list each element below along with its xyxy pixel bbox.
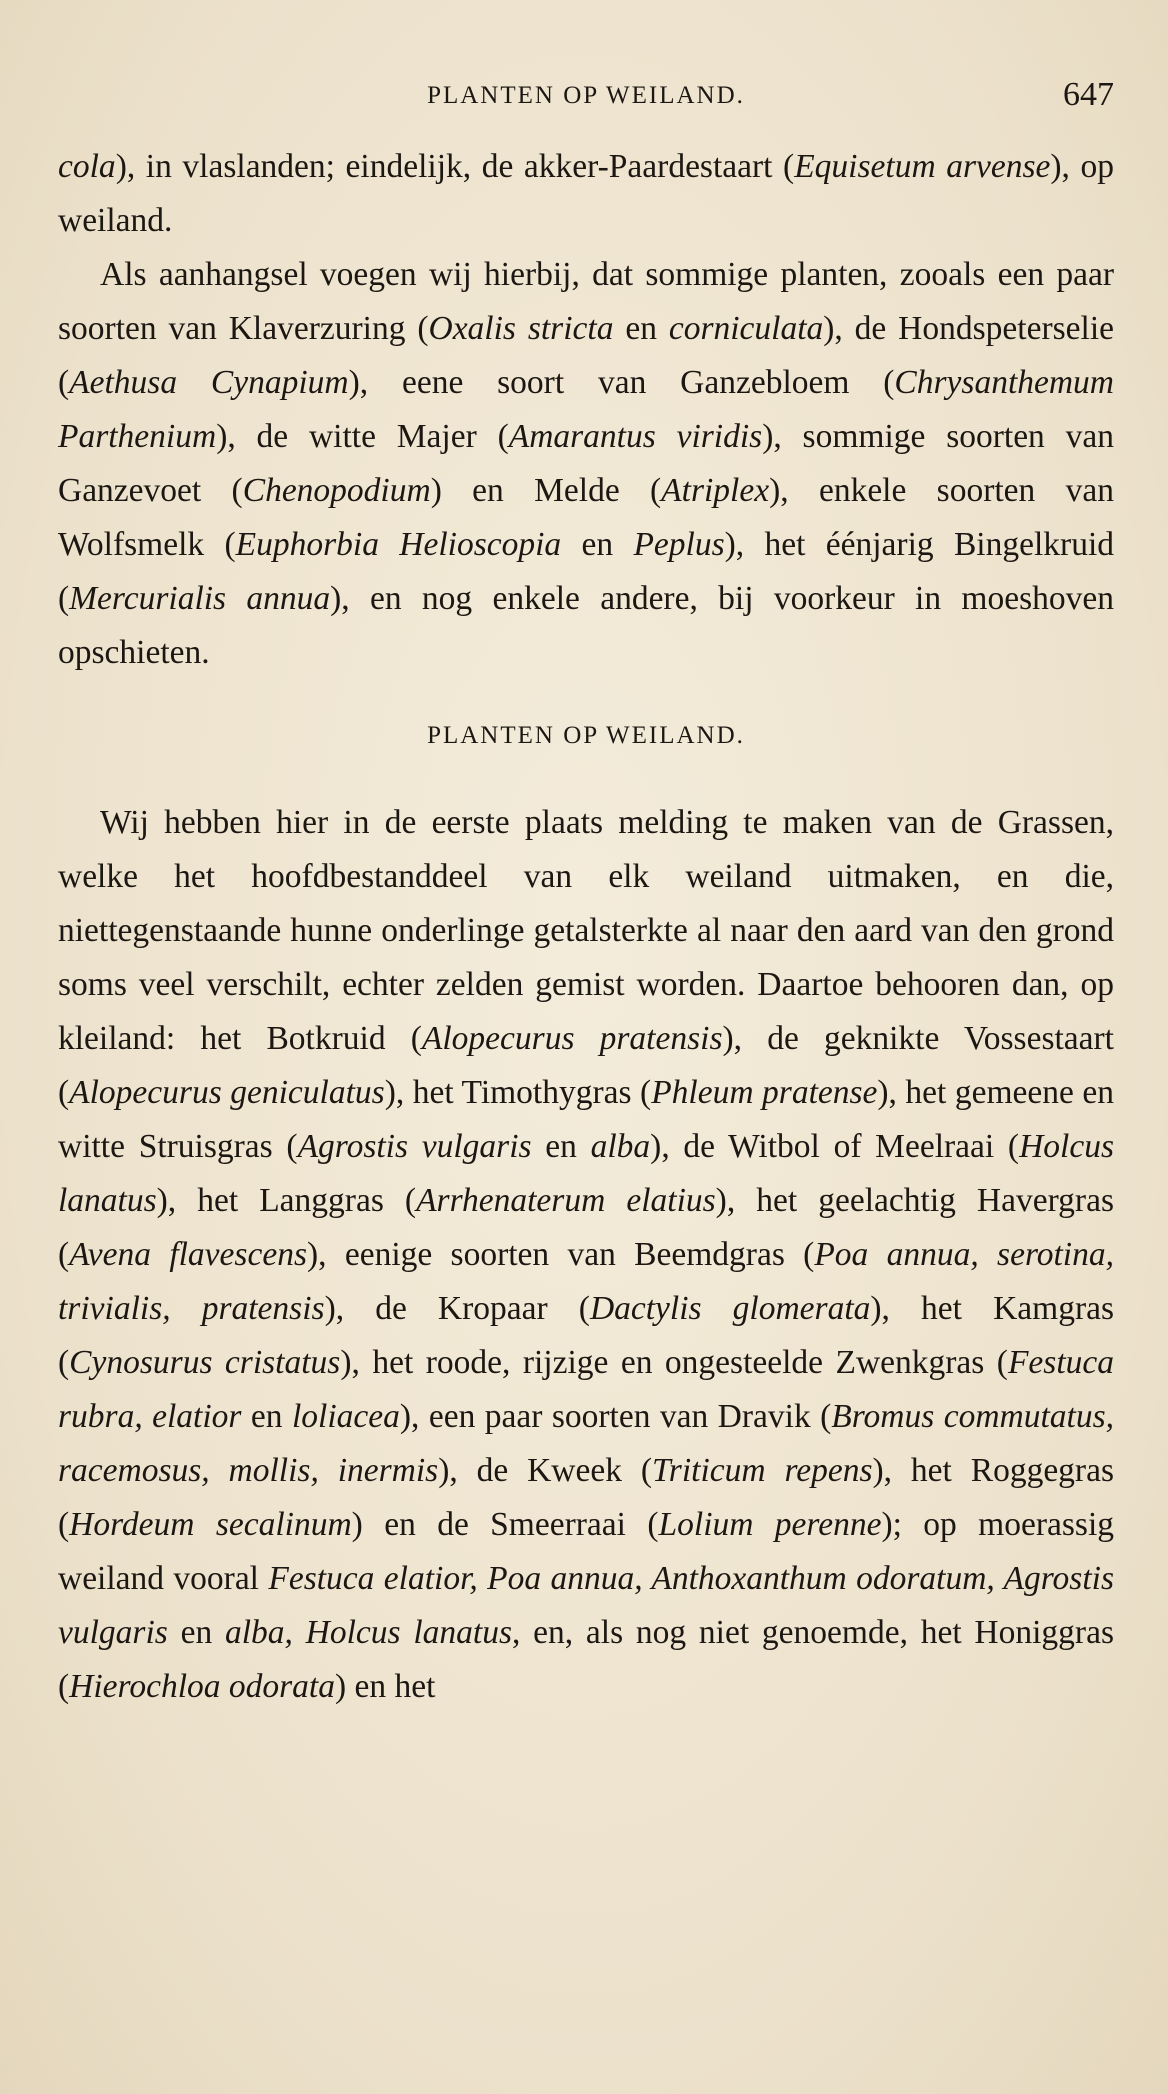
latin-name: Bromus commutatus, racemosus, mollis, inermis (58, 1398, 1114, 1489)
latin-name: Mercurialis annua (69, 580, 331, 617)
latin-name: Euphorbia Helioscopia (235, 526, 562, 563)
text-run: ) en het (334, 1668, 436, 1705)
latin-name: Chenopodium (242, 472, 431, 509)
latin-name: Atriplex (661, 472, 770, 509)
paragraph-grasses (58, 796, 1114, 1714)
text-run: en (241, 1398, 292, 1435)
text-run: ), de Kweek ( (438, 1452, 653, 1489)
latin-name: Arrhenaterum elatius (416, 1182, 716, 1219)
text-run: ), sommige soorten van Ganzevoet ( (58, 418, 1114, 509)
text-run: ), eenige soorten van Beemdgras ( (306, 1236, 815, 1273)
text-run: ), het éénjarig Bingelkruid ( (58, 526, 1115, 617)
latin-name: Oxalis stricta (428, 310, 614, 347)
text-run: ), het geelachtig Havergras ( (58, 1182, 1114, 1273)
text-run: ), eene soort van Ganzebloem ( (348, 364, 895, 401)
latin-name: Alopecurus pratensis (421, 1020, 723, 1057)
text-run: ), de Witbol of Meelraai ( (650, 1128, 1020, 1165)
latin-name: alba, Holcus lanatus (224, 1614, 513, 1651)
running-header (58, 70, 1114, 130)
text-run: en (167, 1614, 225, 1651)
running-title: PLANTEN OP WEILAND. (427, 82, 745, 109)
text-run: ), de witte Majer ( (216, 418, 509, 455)
latin-name: Alopecurus geniculatus (69, 1074, 385, 1111)
latin-name: Equisetum arvense (794, 148, 1051, 185)
text-run: ), het Timothygras ( (384, 1074, 652, 1111)
text-run: ); op moerassig weiland vooral (58, 1506, 1115, 1597)
latin-name: loliacea (291, 1398, 400, 1435)
text-run: ) en Melde ( (430, 472, 662, 509)
latin-name: cola (58, 148, 116, 185)
text-run: en (531, 1128, 591, 1165)
latin-name: Festuca rubra, elatior (58, 1344, 1114, 1435)
text-run: ), en nog enkele andere, bij voorkeur in moeshoven opschieten. (58, 580, 1115, 671)
text-run: , en, als nog niet genoemde, het Honiggras ( (58, 1614, 1114, 1705)
text-run: ), de geknikte Vossestaart ( (58, 1020, 1114, 1111)
text-run: ), in vlaslanden; eindelijk, de akker-Paardestaart ( (115, 148, 795, 185)
text-run: Als aanhangsel voegen wij hierbij, dat sommige planten, zooals een paar soorten van Klaverzuring ( (58, 256, 1114, 347)
latin-name: Hierochloa odorata (69, 1668, 335, 1705)
text-run: ), de Kropaar ( (324, 1290, 590, 1327)
latin-name: Festuca elatior, Poa annua, Anthoxanthum odoratum, Agrostis vulgaris (58, 1560, 1114, 1651)
latin-name: Chrysanthemum Parthenium (58, 364, 1115, 455)
text-run: ), een paar soorten van Dravik ( (399, 1398, 832, 1435)
latin-name: Holcus lanatus (58, 1128, 1114, 1219)
latin-name: Agrostis vulgaris (297, 1128, 532, 1165)
latin-name: Peplus (633, 526, 725, 563)
latin-name: Aethusa Cynapium (69, 364, 349, 401)
paragraph-appendix (58, 248, 1114, 680)
latin-name: Triticum repens (652, 1452, 873, 1489)
text-run: ), het gemeene en witte Struisgras ( (58, 1074, 1115, 1165)
text-run: Wij hebben hier in de eerste plaats melding te maken van de Grassen, welke het hoofdbestanddeel van elk weiland uitmaken, en die, niettegenstaande hunne onderlinge getalsterkte al naar den aard van den grond soms veel verschilt, echter zelden gemist worden. Daartoe behooren dan, op kleiland: het Botkruid ( (58, 804, 1114, 1057)
latin-name: Dactylis glomerata (589, 1290, 871, 1327)
page-number: 647 (1063, 76, 1114, 113)
text-run: ), enkele soorten van Wolfsmelk ( (58, 472, 1114, 563)
section-heading: PLANTEN OP WEILAND. (427, 722, 745, 749)
paragraph-continuation (58, 140, 1114, 248)
latin-name: Poa annua, serotina, trivialis, pratensis (58, 1236, 1114, 1327)
text-run: ), op weiland. (58, 148, 1115, 239)
text-run: ), het roode, rijzige en ongesteelde Zwenkgras ( (340, 1344, 1008, 1381)
text-run: ), de Hondspeterselie ( (58, 310, 1114, 401)
book-page (58, 70, 1114, 2060)
text-run: ), het Langgras ( (156, 1182, 417, 1219)
latin-name: Lolium perenne (658, 1506, 882, 1543)
text-run: en (613, 310, 669, 347)
text-run: ) en de Smeerraai ( (351, 1506, 659, 1543)
latin-name: corniculata (668, 310, 824, 347)
text-run: ), het Roggegras ( (58, 1452, 1114, 1543)
latin-name: Avena flavescens (69, 1236, 307, 1273)
latin-name: Phleum pratense (651, 1074, 878, 1111)
text-run: ), het Kamgras ( (58, 1290, 1115, 1381)
latin-name: Amarantus viridis (508, 418, 763, 455)
latin-name: Cynosurus cristatus (69, 1344, 341, 1381)
latin-name: alba (590, 1128, 651, 1165)
text-run: en (561, 526, 634, 563)
latin-name: Hordeum secalinum (69, 1506, 352, 1543)
